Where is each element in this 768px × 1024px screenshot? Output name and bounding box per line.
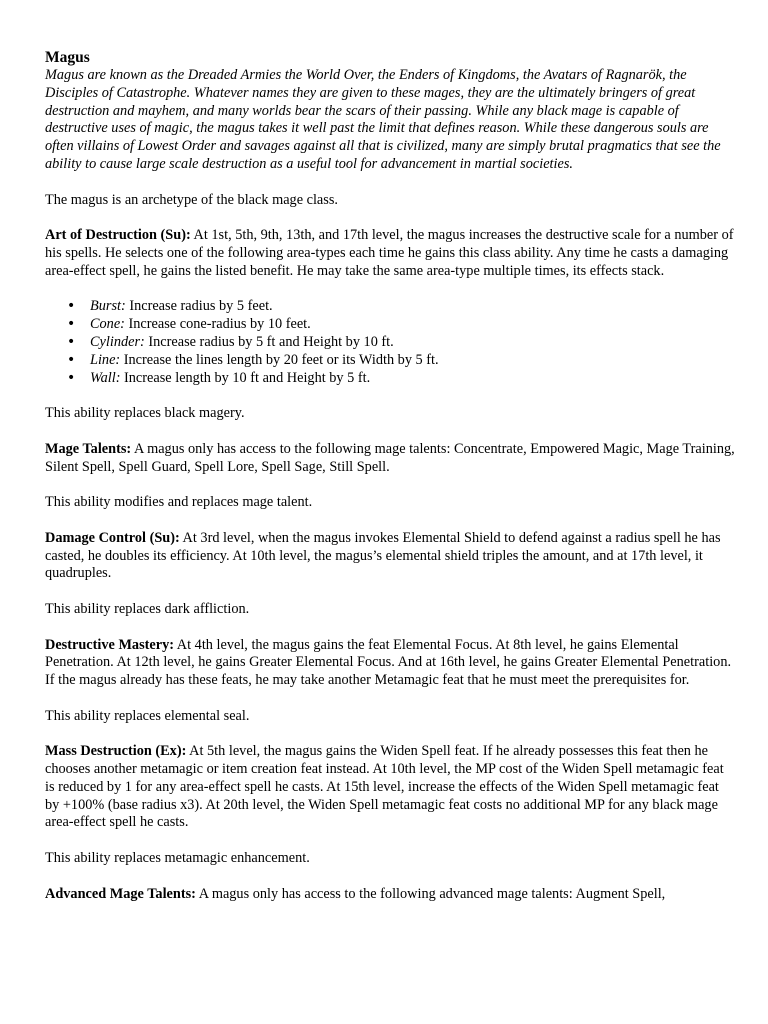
destructive-mastery-replaces: This ability replaces elemental seal. [45, 707, 250, 724]
mage-talents-term: Mage Talents: [45, 440, 132, 457]
list-item-text: Increase radius by 5 ft and Height by 10 ft. [144, 333, 394, 350]
list-item-text: Increase the lines length by 20 feet or its Width by 5 ft. [120, 351, 439, 368]
section-title: Magus [45, 49, 90, 66]
mass-destruction-replaces: This ability replaces metamagic enhancement. [45, 850, 310, 867]
advanced-mage-talents-term: Advanced Mage Talents: [45, 885, 196, 902]
damage-control-paragraph [45, 530, 735, 583]
mass-destruction-paragraph [45, 743, 735, 832]
intro-paragraph: Magus are known as the Dreaded Armies the World Over, the Enders of Kingdoms, the Avatars of Ragnarök, the Disciples of Catastrophe. Whatever names they are given to these mages, they are the ultimately bringers of great destruction and mayhem, and many worlds bear the scars of their passing. While any black mage is capable of destructive uses of magic, the magus takes it well past the limit that defines reason. While these dangerous souls are often villains of Lowest Order and savages against all that is civilized, many are simply brutal pragmatics that see the ability to cause large scale destruction as a useful tool for advancement in martial societies. [45, 67, 721, 172]
damage-control-text: At 3rd level, when the magus invokes Elemental Shield to defend against a radius spell he has casted, he doubles its efficiency. At 10th level, the magus’s elemental shield triples the amount, and at 17th level, it quadruples. [45, 529, 721, 582]
advanced-mage-talents-text: A magus only has access to the following advanced mage talents: Augment Spell, [195, 885, 666, 902]
art-of-destruction-text: At 1st, 5th, 9th, 13th, and 17th level, the magus increases the destructive scale for a number of his spells. He selects one of the following area-types each time he gains this class ability. Any time he casts a damaging area-effect spell, he gains the listed benefit. He may take the same area-type multiple times, its effects stack. [45, 227, 734, 279]
list-item-term: Cone: [90, 316, 125, 333]
mage-talents-paragraph [45, 441, 735, 477]
mage-talents-text: A magus only has access to the following mage talents: Concentrate, Empowered Magic, Mage Training, Silent Spell, Spell Guard, Spell Lore, Spell Sage, Still Spell. [45, 440, 735, 475]
area-type-list [45, 298, 735, 387]
list-item-term: Line: [90, 351, 121, 368]
list-item-cylinder [90, 334, 735, 352]
mage-talents-replaces: This ability modifies and replaces mage talent. [45, 494, 313, 511]
list-item-term: Cylinder: [90, 333, 145, 350]
destructive-mastery-text: At 4th level, the magus gains the feat Elemental Focus. At 8th level, he gains Elemental Penetration. At 12th level, he gains Greater Elemental Focus. And at 16th level, he gains Greater Elemental Penetration. If the magus already has these feats, he may take another Metamagic feat that he must meet the prerequisites for. [45, 636, 732, 689]
destructive-mastery-term: Destructive Mastery: [45, 636, 175, 653]
art-of-destruction-term: Art of Destruction (Su): [45, 227, 191, 244]
list-item-term: Burst: [90, 298, 126, 315]
archetype-note: The magus is an archetype of the black mage class. [45, 191, 338, 208]
mass-destruction-term: Mass Destruction (Ex): [45, 743, 187, 760]
list-item-line [90, 352, 735, 370]
list-item-cone [90, 316, 735, 334]
mass-destruction-text: At 5th level, the magus gains the Widen Spell feat. If he already possesses this feat then he chooses another metamagic or item creation feat instead. At 10th level, the MP cost of the Widen Spell metamagic feat is reduced by 1 for any area-effect spell he casts. At 15th level, increase the effects of the Widen Spell metamagic feat by +100% (base radius x3). At 20th level, the Widen Spell metamagic feat costs no additional MP for any black mage area-effect spell he casts. [45, 743, 724, 831]
art-of-destruction-replaces: This ability replaces black magery. [45, 405, 245, 422]
list-item-burst [90, 298, 735, 316]
list-item-text: Increase radius by 5 feet. [125, 298, 273, 315]
list-item-term: Wall: [90, 369, 121, 386]
advanced-mage-talents-paragraph [45, 886, 735, 904]
list-item-text: Increase cone-radius by 10 feet. [124, 316, 311, 333]
damage-control-term: Damage Control (Su): [45, 529, 180, 546]
list-item-wall [90, 370, 735, 388]
damage-control-replaces: This ability replaces dark affliction. [45, 600, 250, 617]
list-item-text: Increase length by 10 ft and Height by 5 ft. [120, 369, 371, 386]
art-of-destruction-paragraph [45, 227, 735, 280]
destructive-mastery-paragraph [45, 637, 735, 690]
document-page [45, 49, 735, 921]
